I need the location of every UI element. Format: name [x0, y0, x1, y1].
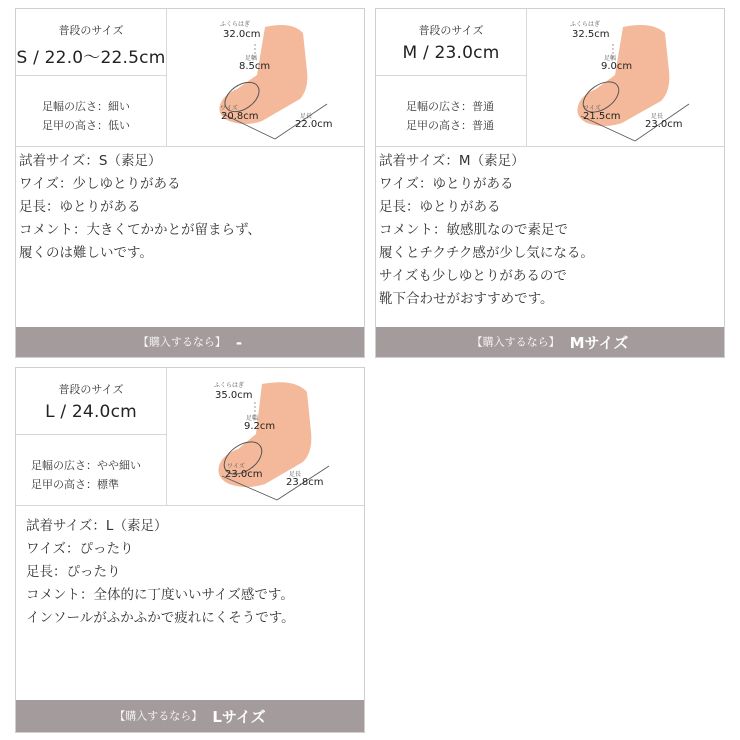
comment-line: 試着サイズ：S（素足） [19, 153, 162, 169]
buy-prefix: 【購入するなら】 [471, 335, 560, 349]
foot-illustration [167, 368, 364, 505]
comment-line: ワイズ：ゆとりがある [379, 176, 514, 192]
foot-width: 足幅の広さ：普通 [406, 100, 494, 113]
foot-illustration [527, 9, 724, 146]
comment-line: 靴下合わせがおすすめです。 [379, 291, 554, 307]
comment-line: 足長：ゆとりがある [19, 199, 141, 215]
comment-line: 履くのは難しいです。 [19, 245, 153, 261]
buy-target-size: - [235, 333, 243, 352]
buy-target-size: Mサイズ [569, 333, 629, 352]
comment-line: インソールがふかふかで疲れにくそうです。 [26, 610, 295, 626]
usual-size-box [376, 9, 526, 76]
ankle-label: 足幅 [245, 55, 258, 62]
review-comment [379, 150, 594, 311]
foot-width: 足幅の広さ：やや細い [31, 459, 141, 472]
size-info [16, 9, 167, 146]
instep-height: 足甲の高さ：低い [42, 119, 130, 132]
size-card-m [375, 8, 725, 358]
usual-size-label: 普段のサイズ [58, 24, 124, 37]
size-card-l [15, 367, 365, 733]
foot-shape-box [376, 76, 526, 146]
usual-size-value: M / 23.0cm [402, 43, 500, 63]
usual-size-label: 普段のサイズ [418, 24, 484, 37]
length-label: 足長 [300, 113, 313, 120]
foot-width: 足幅の広さ：細い [42, 100, 130, 113]
comment-line: 足長：ゆとりがある [379, 199, 501, 215]
calf-value: 35.0cm [215, 390, 253, 401]
length-value: 23.0cm [645, 119, 683, 130]
length-label: 足長 [289, 471, 302, 478]
wise-label: ワイズ [220, 105, 238, 112]
calf-value: 32.0cm [223, 29, 261, 40]
ankle-value: 9.2cm [244, 421, 276, 432]
foot-diagram [527, 9, 724, 146]
calf-label: ふくらはぎ [220, 21, 251, 28]
ankle-label: 足幅 [246, 415, 259, 422]
buy-recommendation-bar[interactable] [376, 327, 724, 357]
wise-label: ワイズ [227, 463, 245, 470]
ankle-value: 8.5cm [239, 61, 271, 72]
usual-size-box [16, 9, 166, 76]
comment-line: 試着サイズ：M（素足） [379, 153, 525, 169]
divider [16, 505, 364, 506]
length-label: 足長 [651, 113, 664, 120]
ankle-label: 足幅 [604, 55, 617, 62]
calf-label: ふくらはぎ [214, 382, 245, 389]
comment-line: 試着サイズ：L（素足） [26, 518, 168, 534]
comment-line: ワイズ：少しゆとりがある [19, 176, 181, 192]
comment-line: ワイズ：ぴったり [26, 541, 134, 557]
wise-label: ワイズ [583, 105, 601, 112]
foot-shape-box [16, 76, 166, 146]
size-card-s [15, 8, 365, 358]
usual-size-value: S / 22.0〜22.5cm [16, 48, 166, 68]
wise-value: 23.0cm [225, 469, 263, 480]
usual-size-value: L / 24.0cm [45, 402, 137, 422]
comment-line: コメント：大きくてかかとが留まらず、 [19, 222, 261, 238]
wise-value: 20.8cm [221, 111, 259, 122]
comment-line: コメント：全体的に丁度いいサイズ感です。 [26, 587, 294, 603]
comment-line: サイズも少しゆとりがあるので [379, 268, 567, 284]
foot-illustration [167, 9, 364, 146]
usual-size-label: 普段のサイズ [58, 383, 124, 396]
wise-value: 21.5cm [583, 111, 621, 122]
ankle-value: 9.0cm [601, 61, 633, 72]
length-value: 22.0cm [295, 119, 333, 130]
size-info [376, 9, 527, 146]
foot-diagram [167, 9, 364, 146]
length-value: 23.8cm [286, 477, 324, 488]
buy-target-size: Lサイズ [212, 707, 266, 726]
review-comment [19, 150, 261, 265]
instep-height: 足甲の高さ：普通 [406, 119, 494, 132]
comment-line: 足長：ぴったり [26, 564, 121, 580]
foot-shape-box [16, 435, 166, 505]
buy-recommendation-bar[interactable] [16, 327, 364, 357]
foot-diagram [167, 368, 364, 505]
divider [376, 146, 724, 147]
calf-label: ふくらはぎ [570, 21, 601, 28]
buy-recommendation-bar[interactable] [16, 700, 364, 732]
calf-value: 32.5cm [572, 29, 610, 40]
buy-prefix: 【購入するなら】 [137, 335, 226, 349]
comment-line: 履くとチクチク感が少し気になる。 [379, 245, 594, 261]
usual-size-box [16, 368, 166, 435]
comment-line: コメント：敏感肌なので素足で [379, 222, 568, 238]
buy-prefix: 【購入するなら】 [114, 709, 203, 723]
size-info [16, 368, 167, 505]
instep-height: 足甲の高さ：標準 [31, 478, 119, 491]
review-comment [26, 515, 295, 630]
divider [16, 146, 364, 147]
